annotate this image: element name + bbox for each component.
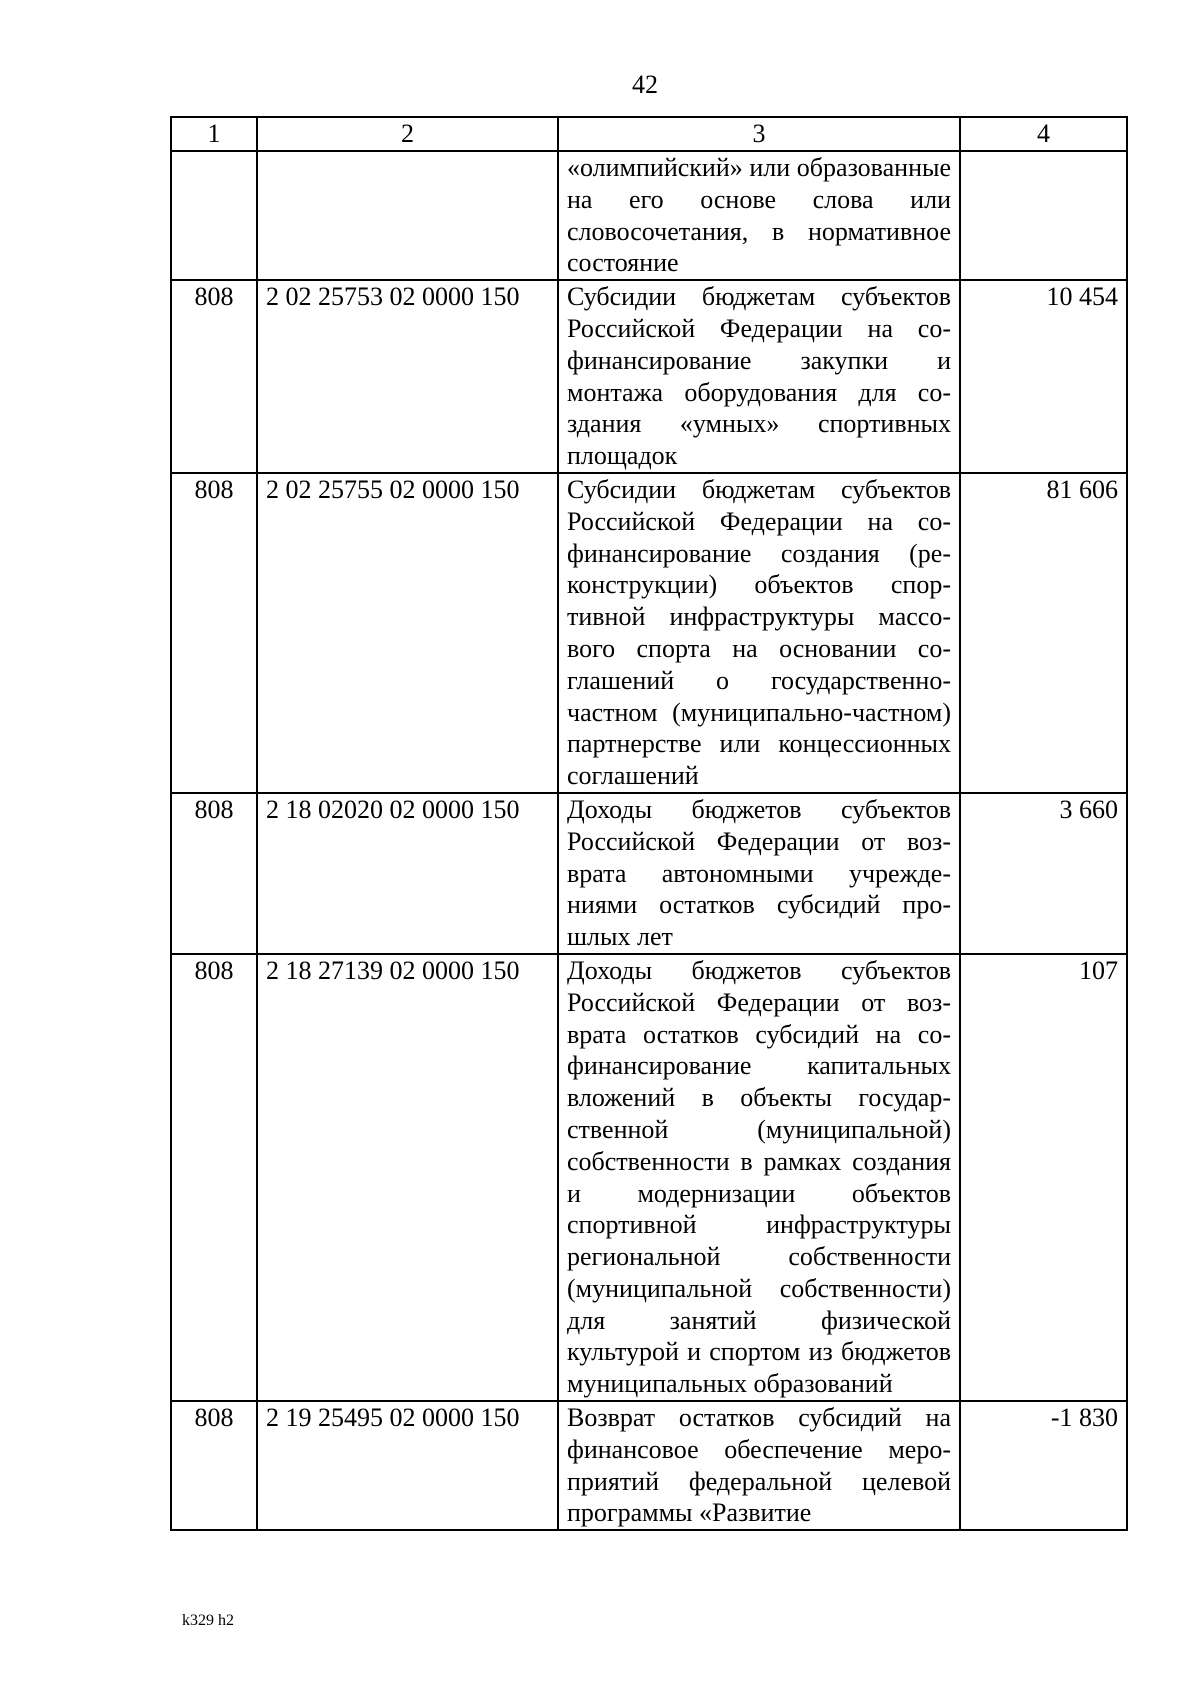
table-row (171, 151, 1127, 280)
amount-cell: -1 830 (960, 1401, 1127, 1530)
budget-code-cell: 2 19 25495 02 0000 150 (257, 1401, 558, 1530)
amount-cell: 3 660 (960, 793, 1127, 954)
revenue-table (170, 116, 1128, 1531)
budget-code-cell (257, 151, 558, 280)
amount-cell: 107 (960, 954, 1127, 1401)
column-header-1: 1 (171, 117, 257, 151)
budget-code-cell: 2 02 25753 02 0000 150 (257, 280, 558, 473)
amount-cell (960, 151, 1127, 280)
table-row (171, 280, 1127, 473)
description-cell: Доходы бюджетов субъектов Российской Федерации от возврата остатков субсидий на софинансирование капитальных вложений в объекты государственной (муниципальной) собственности в рамках создания и модернизации объектов спортивной инфраструктуры региональной собственности (муниципальной собственности) для занятий физической культурой и спортом из бюджетов муниципальных образований (558, 954, 960, 1401)
amount-cell: 81 606 (960, 473, 1127, 793)
budget-code-cell: 2 02 25755 02 0000 150 (257, 473, 558, 793)
column-header-4: 4 (960, 117, 1127, 151)
description-cell: Субсидии бюджетам субъектов Российской Федерации на софинансирование закупки и монтажа оборудования для создания «умных» спортивных площадок (558, 280, 960, 473)
admin-code-cell: 808 (171, 793, 257, 954)
table-row (171, 1401, 1127, 1530)
budget-code-cell: 2 18 02020 02 0000 150 (257, 793, 558, 954)
table-row (171, 473, 1127, 793)
admin-code-cell: 808 (171, 954, 257, 1401)
description-cell: Доходы бюджетов субъектов Российской Федерации от возврата автономными учреждениями остатков субсидий прошлых лет (558, 793, 960, 954)
admin-code-cell: 808 (171, 1401, 257, 1530)
admin-code-cell: 808 (171, 473, 257, 793)
column-header-2: 2 (257, 117, 558, 151)
document-code: k329 h2 (182, 1612, 234, 1629)
description-cell: Субсидии бюджетам субъектов Российской Федерации на софинансирование создания (реконструкции) объектов спортивной инфраструктуры массового спорта на основании соглашений о государственно-частном (муниципально-частном) партнерстве или концессионных соглашений (558, 473, 960, 793)
admin-code-cell: 808 (171, 280, 257, 473)
column-header-3: 3 (558, 117, 960, 151)
amount-cell: 10 454 (960, 280, 1127, 473)
description-cell: «олимпийский» или образованные на его основе слова или словосочетания, в нормативное состояние (558, 151, 960, 280)
admin-code-cell (171, 151, 257, 280)
budget-code-cell: 2 18 27139 02 0000 150 (257, 954, 558, 1401)
table-row (171, 793, 1127, 954)
table-header-row (171, 117, 1127, 151)
description-cell: Возврат остатков субсидий на финансовое обеспечение мероприятий федеральной целевой программы «Развитие (558, 1401, 960, 1530)
table-row (171, 954, 1127, 1401)
page-number: 42 (632, 70, 658, 99)
